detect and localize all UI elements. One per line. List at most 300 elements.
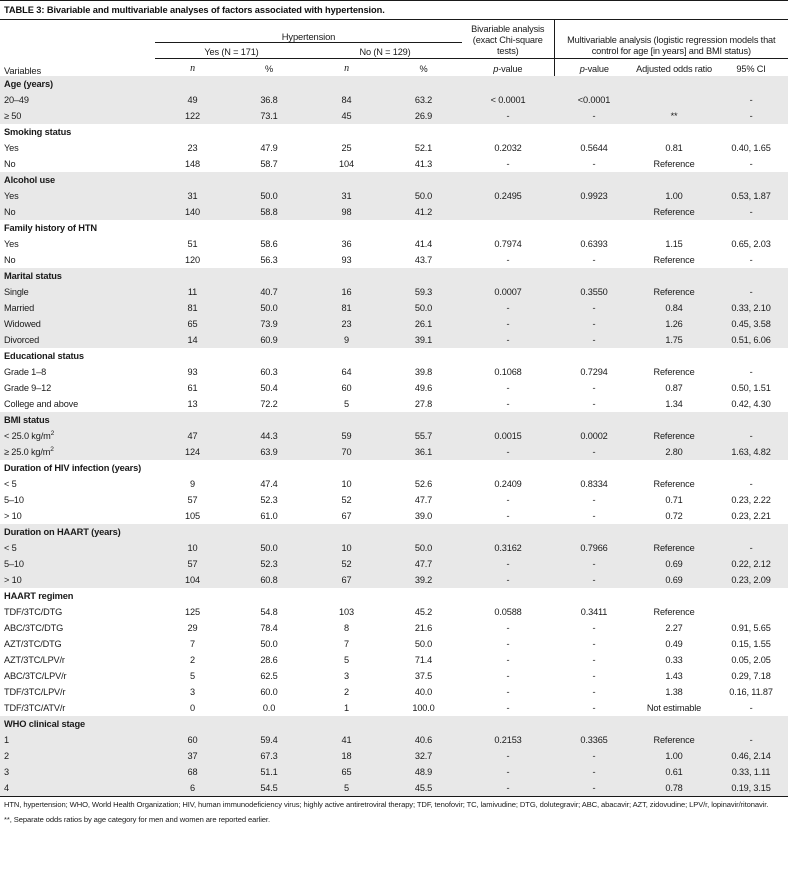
cell-bivariable-pvalue: - [506,398,510,409]
cell-yes-n: 57 [187,494,198,505]
row-label: Widowed [0,316,155,332]
group-spacer-cell [230,412,308,428]
cell-yes-n: 51 [187,238,198,249]
group-spacer-cell [155,716,230,732]
cell-no-n: 52 [341,494,352,505]
cell-yes-percent: 52.3 [230,556,308,572]
group-spacer-cell [385,460,462,476]
cell-ci: 0.45, 3.58 [714,316,788,332]
cell-no-n: 70 [308,444,385,460]
cell-bivariable-pvalue: - [462,780,554,796]
cell-yes-percent: 40.7 [230,284,308,300]
cell-yes-percent: 58.7 [260,158,278,169]
cell-adjusted-odds-ratio: 2.80 [634,444,714,460]
group-header-row [0,524,788,540]
cell-adjusted-odds-ratio: 0.49 [665,638,683,649]
group-spacer-cell [230,172,308,188]
table-row [0,748,788,764]
cell-yes-n: 3 [190,686,195,697]
cell-multivariable-pvalue: - [592,494,596,505]
header-hypertension: Hypertension [281,30,336,42]
row-label: < 25.0 $kg/m^2$ [0,428,155,444]
cell-yes-n: 120 [185,254,200,265]
cell-no-n: 10 [341,478,352,489]
cell-multivariable-pvalue: - [554,300,634,316]
cell-no-percent: 48.9 [385,764,462,780]
cell-ci: 0.29, 7.18 [731,670,771,681]
cell-yes-n: 14 [155,332,230,348]
cell-adjusted-odds-ratio: 1.38 [665,686,683,697]
group-spacer-cell [230,716,308,732]
group-header-row [0,76,788,92]
group-spacer-cell [308,412,385,428]
cell-no-n: 2 [344,686,349,697]
row-label: 2 [0,748,155,764]
group-spacer-cell [308,588,385,604]
row-label: 5–10 [4,494,24,505]
cell-bivariable-pvalue: 0.0007 [462,284,554,300]
cell-bivariable-pvalue: - [462,108,554,124]
table-row [0,380,788,396]
cell-adjusted-odds-ratio: Not estimable [646,702,702,713]
cell-ci: 0.51, 6.06 [714,332,788,348]
cell-yes-percent: 63.9 [230,444,308,460]
cell-multivariable-pvalue: - [554,332,634,348]
cell-multivariable-pvalue: - [554,572,634,588]
cell-yes-percent: 47.4 [260,478,278,489]
cell-no-percent: 39.0 [414,510,433,521]
row-label: 5–10 [0,556,155,572]
cell-bivariable-pvalue: - [462,444,554,460]
row-label: TDF/3TC/DTG [4,606,63,617]
table-row [0,284,788,300]
cell-yes-percent: 58.8 [230,204,308,220]
cell-no-percent: 63.2 [385,92,462,108]
superscript-two: 2 [50,445,54,453]
cell-no-percent: 50.0 [414,638,433,649]
cell-yes-n: 122 [155,108,230,124]
table-row [0,780,788,796]
cell-yes-n: 9 [190,478,195,489]
cell-yes-n: 104 [155,572,230,588]
cell-yes-percent: 28.6 [260,654,278,665]
row-label: No [4,158,16,169]
cell-adjusted-odds-ratio: Reference [634,540,714,556]
cell-no-percent: 32.7 [385,748,462,764]
row-label: College and above [4,398,79,409]
cell-multivariable-pvalue: - [554,748,634,764]
group-spacer-cell [230,348,308,364]
cell-no-n: 10 [308,540,385,556]
cell-ci: - [749,254,753,265]
footnote-asterisks: **, Separate odds ratios by age category for men and women are reported earlier. [4,815,270,825]
table-row [0,364,788,380]
cell-bivariable-pvalue: 0.2153 [462,732,554,748]
row-label: AZT/3TC/DTG [4,638,62,649]
cell-multivariable-pvalue: - [554,316,634,332]
cell-no-n: 93 [341,254,352,265]
group-spacer-cell [385,172,462,188]
cell-yes-n: 31 [155,188,230,204]
header-variables: Variables [4,64,42,76]
footnote-abbreviations: HTN, hypertension; WHO, World Health Organization; HIV, human immunodeficiency virus; highly active antiretroviral therapy; TDF, tenofovir; TC, lamivudine; DTG, dolutegravir; ABC, abacavir; AZT, zidovudine; LPV/r, lopinavir/ritonavir. [4,799,769,809]
cell-ci: 0.19, 3.15 [714,780,788,796]
row-label: ≥ 50 [0,108,155,124]
group-spacer-cell [554,412,634,428]
table-row [0,108,788,124]
cell-yes-percent: 50.0 [260,638,278,649]
table-row [0,140,788,156]
cell-adjusted-odds-ratio: 1.00 [634,748,714,764]
cell-yes-n: 6 [155,780,230,796]
group-label: Age (years) [0,76,155,92]
group-spacer-cell [308,716,385,732]
cell-yes-percent: 50.0 [230,188,308,204]
cell-no-percent: 26.9 [385,108,462,124]
group-spacer-cell [714,268,788,284]
group-header-row [0,412,788,428]
cell-yes-percent: 58.6 [260,238,278,249]
cell-ci: - [714,92,788,108]
cell-ci: - [714,108,788,124]
cell-bivariable-pvalue [462,204,554,220]
cell-adjusted-odds-ratio: Reference [653,366,695,377]
cell-no-percent: 41.4 [414,238,433,249]
row-label: TDF/3TC/ATV/r [4,702,66,713]
cell-no-percent: 45.5 [385,780,462,796]
table-row [0,252,788,268]
table-row [0,396,788,412]
cell-multivariable-pvalue: 0.5644 [580,142,608,153]
row-label: ABC/3TC/LPV/r [4,670,67,681]
cell-yes-percent: 50.0 [230,540,308,556]
table-row [0,492,788,508]
cell-yes-percent: 54.5 [230,780,308,796]
group-spacer-cell [634,220,714,236]
header-ci: 95% CI [714,58,788,76]
group-spacer-cell [155,172,230,188]
cell-no-n: 104 [339,158,354,169]
cell-yes-percent: 73.1 [230,108,308,124]
cell-bivariable-pvalue: < 0.0001 [462,92,554,108]
cell-yes-percent: 61.0 [260,510,278,521]
group-spacer-cell [634,412,714,428]
cell-yes-n: 37 [155,748,230,764]
group-spacer-cell [634,76,714,92]
cell-ci: 0.50, 1.51 [731,382,771,393]
cell-no-n: 67 [341,510,352,521]
cell-bivariable-pvalue: 0.7974 [494,238,522,249]
group-spacer-cell [385,268,462,284]
cell-yes-percent: 36.8 [230,92,308,108]
cell-yes-percent: 72.2 [260,398,278,409]
cell-ci: 1.63, 4.82 [714,444,788,460]
cell-yes-percent: 67.3 [230,748,308,764]
cell-multivariable-pvalue: - [592,622,596,633]
cell-no-percent: 39.1 [385,332,462,348]
cell-bivariable-pvalue: - [462,556,554,572]
cell-adjusted-odds-ratio: 0.84 [634,300,714,316]
cell-yes-n: 29 [187,622,198,633]
cell-ci: 0.22, 2.12 [714,556,788,572]
table-row [0,668,788,684]
group-spacer-cell [714,172,788,188]
group-header-row [0,588,788,604]
group-spacer-cell [554,716,634,732]
group-spacer-cell [634,124,714,140]
cell-yes-percent: 44.3 [230,428,308,444]
group-spacer-cell [230,524,308,540]
cell-adjusted-odds-ratio: 0.69 [634,556,714,572]
row-label: No [0,204,155,220]
group-spacer-cell [634,348,714,364]
group-spacer-cell [155,460,230,476]
group-spacer-cell [230,268,308,284]
cell-yes-percent: 51.1 [230,764,308,780]
cell-yes-n: 23 [187,142,198,153]
footnotes [0,797,788,826]
cell-multivariable-pvalue: - [592,398,596,409]
cell-multivariable-pvalue: - [592,638,596,649]
header-yes-n: n [155,58,230,76]
cell-no-percent: 37.5 [414,670,433,681]
cell-no-n: 18 [308,748,385,764]
cell-yes-n: 61 [187,382,198,393]
group-spacer-cell [714,220,788,236]
cell-no-n: 64 [341,366,352,377]
cell-ci: - [749,702,753,713]
header-multivariable-block: Multivariable analysis (logistic regression models that control for age [in years] and BMI status) [567,35,776,57]
group-spacer-cell [554,588,634,604]
cell-no-percent: 39.2 [385,572,462,588]
cell-no-n: 65 [308,764,385,780]
cell-bivariable-pvalue: - [506,382,510,393]
cell-no-n: 7 [344,638,349,649]
cell-no-percent: 49.6 [414,382,433,393]
cell-bivariable-pvalue: 0.0015 [462,428,554,444]
cell-no-n: 60 [341,382,352,393]
cell-no-n: 8 [344,622,349,633]
group-spacer-cell [462,348,554,364]
table-row [0,316,788,332]
cell-adjusted-odds-ratio: Reference [653,606,695,617]
header-no-percent: % [385,58,462,76]
table-row [0,508,788,524]
cell-yes-percent: 60.0 [260,686,278,697]
cell-multivariable-pvalue: - [554,444,634,460]
table-head [0,20,788,76]
cell-ci: 0.23, 2.09 [714,572,788,588]
group-header-row [0,220,788,236]
cell-multivariable-pvalue: - [554,108,634,124]
cell-multivariable-pvalue: <0.0001 [554,92,634,108]
group-spacer-cell [462,588,554,604]
cell-multivariable-pvalue: - [592,158,596,169]
cell-adjusted-odds-ratio: 1.34 [665,398,683,409]
header-no-n: n [308,58,385,76]
cell-multivariable-pvalue: 0.8334 [580,478,608,489]
table-row [0,684,788,700]
group-spacer-cell [385,124,462,140]
cell-adjusted-odds-ratio: 1.26 [634,316,714,332]
superscript-two: 2 [50,429,55,437]
group-spacer-cell [714,412,788,428]
group-spacer-cell [308,124,385,140]
cell-adjusted-odds-ratio: Reference [634,284,714,300]
cell-adjusted-odds-ratio: 0.81 [665,142,683,153]
group-spacer-cell [230,124,308,140]
header-yes-group: Yes (N = 171) [155,42,308,58]
cell-yes-percent: 60.9 [230,332,308,348]
cell-bivariable-pvalue: - [506,686,510,697]
cell-no-percent: 27.8 [414,398,433,409]
cell-yes-n: 60 [155,732,230,748]
header-bivariable-block: Bivariable analysis (exact Chi-square tests) [462,20,554,58]
cell-adjusted-odds-ratio: 0.33 [665,654,683,665]
header-row-blocks [0,20,788,42]
row-label: 4 [0,780,155,796]
group-spacer-cell [230,460,308,476]
cell-ci: 0.33, 2.10 [714,300,788,316]
group-spacer-cell [308,268,385,284]
cell-adjusted-odds-ratio: 1.00 [634,188,714,204]
row-label: Yes [4,142,19,153]
cell-no-percent: 47.7 [385,556,462,572]
cell-yes-percent: 60.8 [230,572,308,588]
cell-ci: 0.16, 11.87 [729,686,773,697]
cell-yes-percent: 73.9 [230,316,308,332]
group-spacer-cell [554,268,634,284]
cell-yes-percent: 60.3 [260,366,278,377]
cell-adjusted-odds-ratio: Reference [653,158,695,169]
cell-multivariable-pvalue: 0.9923 [554,188,634,204]
table-row [0,732,788,748]
cell-adjusted-odds-ratio: 0.71 [665,494,683,505]
group-spacer-cell [385,588,462,604]
cell-bivariable-pvalue: 0.2409 [494,478,522,489]
row-label: ABC/3TC/DTG [4,622,64,633]
group-spacer-cell [462,716,554,732]
group-label: Duration of HIV infection (years) [4,462,142,473]
cell-multivariable-pvalue [554,204,634,220]
cell-no-percent: 41.2 [385,204,462,220]
group-spacer-cell [554,172,634,188]
group-spacer-cell [554,348,634,364]
group-label: HAART regimen [4,590,74,601]
row-label: Grade 1–8 [4,366,47,377]
cell-yes-n: 49 [155,92,230,108]
header-multivariable-pvalue: p-value [554,58,634,76]
cell-no-percent: 26.1 [385,316,462,332]
cell-yes-percent: 50.4 [260,382,278,393]
cell-ci: 0.40, 1.65 [731,142,771,153]
cell-yes-n: 81 [155,300,230,316]
cell-no-n: 9 [308,332,385,348]
table-row [0,428,788,444]
cell-adjusted-odds-ratio: Reference [653,254,695,265]
row-label: Single [0,284,155,300]
hypertension-analysis-table [0,20,788,796]
group-spacer-cell [230,76,308,92]
group-spacer-cell [714,124,788,140]
cell-no-percent: 50.0 [385,300,462,316]
group-label: Educational status [4,350,84,361]
group-spacer-cell [462,76,554,92]
cell-ci: 0.15, 1.55 [731,638,771,649]
table-row [0,92,788,108]
cell-no-percent: 47.7 [414,494,433,505]
cell-ci: - [714,284,788,300]
table-row [0,156,788,172]
group-spacer-cell [462,412,554,428]
cell-ci: - [714,540,788,556]
cell-ci: 0.05, 2.05 [731,654,771,665]
row-label: Yes [4,238,19,249]
header-no-group: No (N = 129) [308,42,462,58]
cell-no-n: 1 [344,702,349,713]
header-adjusted-odds-ratio: Adjusted odds ratio [634,58,714,76]
cell-no-n: 84 [308,92,385,108]
table-row [0,540,788,556]
cell-multivariable-pvalue: - [554,764,634,780]
table-row [0,188,788,204]
cell-multivariable-pvalue: - [592,382,596,393]
group-spacer-cell [714,348,788,364]
cell-no-n: 45 [308,108,385,124]
cell-bivariable-pvalue: 0.0588 [494,606,522,617]
cell-adjusted-odds-ratio: Reference [634,204,714,220]
cell-bivariable-pvalue: - [506,622,510,633]
cell-ci: 0.23, 2.21 [731,510,771,521]
row-label: Divorced [0,332,155,348]
group-spacer-cell [308,76,385,92]
cell-no-n: 81 [308,300,385,316]
table-row [0,620,788,636]
row-label: < 5 [4,478,17,489]
table-row [0,444,788,460]
cell-multivariable-pvalue: - [554,556,634,572]
row-label: 20–49 [0,92,155,108]
group-spacer-cell [155,524,230,540]
group-spacer-cell [230,220,308,236]
table-body [0,76,788,796]
group-spacer-cell [634,588,714,604]
group-header-row [0,460,788,476]
cell-ci: 0.46, 2.14 [714,748,788,764]
group-header-row [0,172,788,188]
group-spacer-cell [714,460,788,476]
cell-no-n: 23 [308,316,385,332]
cell-yes-n: 124 [155,444,230,460]
cell-adjusted-odds-ratio: 2.27 [665,622,683,633]
cell-bivariable-pvalue: - [462,332,554,348]
cell-ci: - [714,428,788,444]
group-spacer-cell [554,76,634,92]
cell-adjusted-odds-ratio: 0.61 [634,764,714,780]
cell-bivariable-pvalue: 0.3162 [462,540,554,556]
group-spacer-cell [634,460,714,476]
cell-no-n: 5 [344,398,349,409]
group-spacer-cell [462,268,554,284]
cell-adjusted-odds-ratio: 1.43 [665,670,683,681]
group-header-row [0,716,788,732]
group-spacer-cell [230,588,308,604]
cell-ci: - [749,366,753,377]
table-row [0,700,788,716]
cell-bivariable-pvalue: - [506,670,510,681]
group-spacer-cell [155,220,230,236]
cell-multivariable-pvalue: - [592,654,596,665]
